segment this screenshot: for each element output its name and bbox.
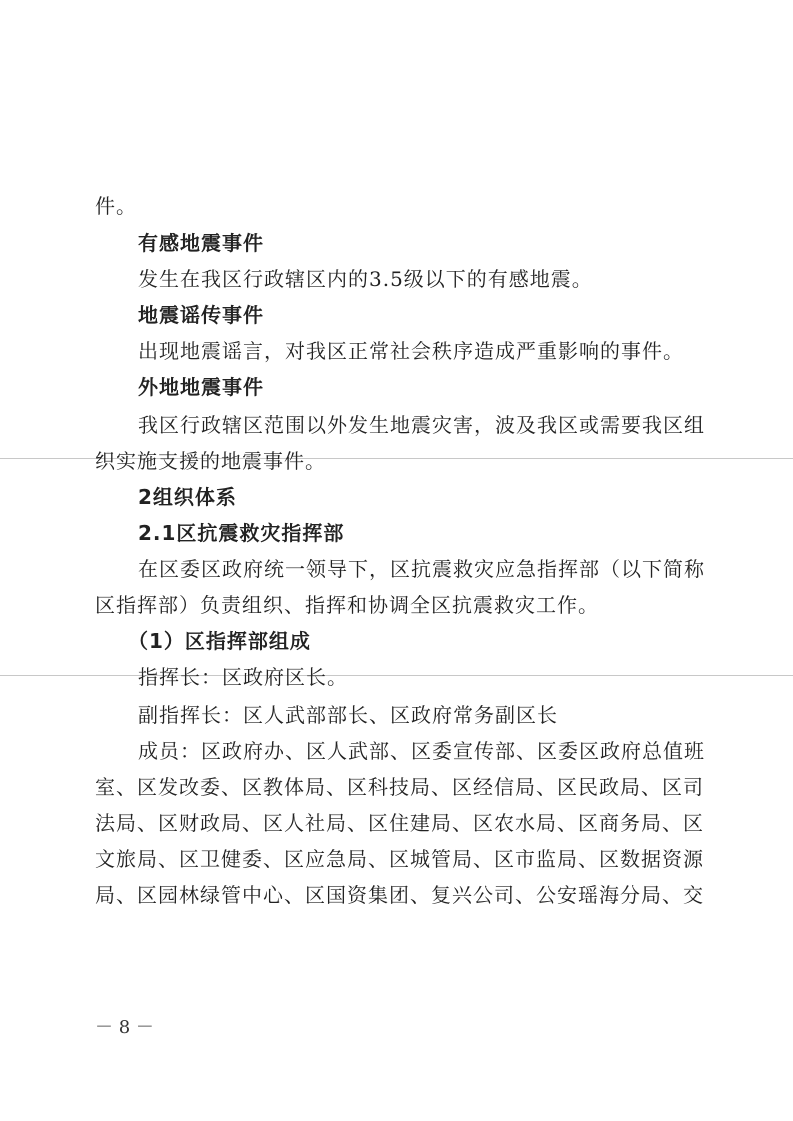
text-line: 织实施支援的地震事件。: [95, 449, 326, 473]
text-line: 件。: [95, 194, 137, 218]
section-heading: 2组织体系: [138, 485, 237, 509]
text-line: 区指挥部）负责组织、指挥和协调全区抗震救灾工作。: [95, 593, 599, 617]
text-line: 副指挥长：区人武部部长、区政府常务副区长: [138, 703, 558, 727]
text-line: 法局、区财政局、区人社局、区住建局、区农水局、区商务局、区: [95, 811, 704, 835]
scan-line-divider: [0, 675, 793, 676]
text-line: 室、区发改委、区教体局、区科技局、区经信局、区民政局、区司: [95, 775, 704, 799]
text-line: 出现地震谣言，对我区正常社会秩序造成严重影响的事件。: [138, 339, 684, 363]
section-heading: 地震谣传事件: [138, 303, 264, 327]
text-line: 指挥长：区政府区长。: [138, 665, 348, 689]
text-line: 在区委区政府统一领导下，区抗震救灾应急指挥部（以下简称: [138, 557, 705, 581]
page-number: － 8 －: [95, 1017, 154, 1038]
text-line: 我区行政辖区范围以外发生地震灾害，波及我区或需要我区组: [138, 413, 705, 437]
section-heading: （1）区指挥部组成: [128, 629, 311, 653]
section-heading: 2.1区抗震救灾指挥部: [138, 521, 345, 545]
section-heading: 有感地震事件: [138, 231, 264, 255]
text-line: 发生在我区行政辖区内的3.5级以下的有感地震。: [138, 267, 593, 291]
text-line: 文旅局、区卫健委、区应急局、区城管局、区市监局、区数据资源: [95, 847, 704, 871]
section-heading: 外地地震事件: [138, 375, 264, 399]
text-line: 局、区园林绿管中心、区国资集团、复兴公司、公安瑶海分局、交: [95, 883, 704, 907]
text-line: 成员：区政府办、区人武部、区委宣传部、区委区政府总值班: [138, 739, 705, 763]
